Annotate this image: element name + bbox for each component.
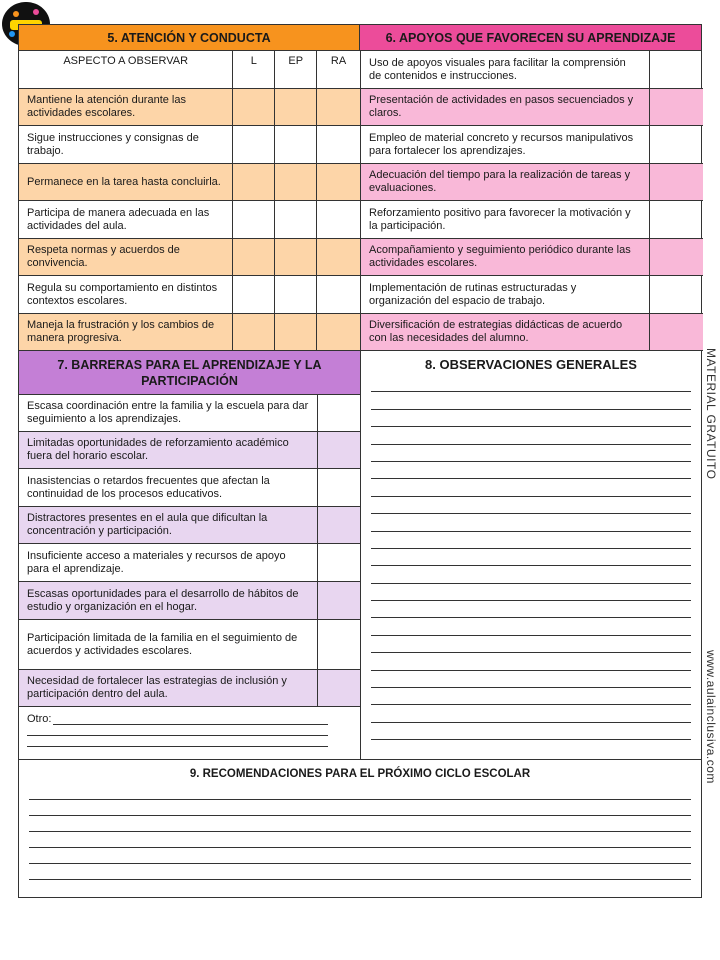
barrier-check[interactable] bbox=[318, 395, 360, 431]
check-ra[interactable] bbox=[317, 89, 360, 125]
check-ep[interactable] bbox=[275, 89, 317, 125]
check-ra[interactable] bbox=[317, 201, 360, 238]
section6-table bbox=[361, 51, 703, 351]
barrier-check[interactable] bbox=[318, 469, 360, 506]
behavior-item: Permanece en la tarea hasta concluirla. bbox=[19, 164, 233, 200]
support-check[interactable] bbox=[650, 314, 703, 350]
support-item: Reforzamiento positivo para favorecer la motivación y la participación. bbox=[361, 201, 650, 238]
check-l[interactable] bbox=[233, 276, 275, 313]
barrier-item: Limitadas oportunidades de reforzamiento académico fuera del horario escolar. bbox=[19, 432, 318, 468]
support-check[interactable] bbox=[650, 201, 703, 238]
section9-box bbox=[19, 759, 701, 897]
form-page bbox=[18, 24, 702, 898]
behavior-item: Participa de manera adecuada en las actividades del aula. bbox=[19, 201, 233, 238]
barrier-item: Participación limitada de la familia en el seguimiento de acuerdos y actividades escolares. bbox=[19, 620, 318, 669]
other-line[interactable] bbox=[53, 714, 328, 725]
barrier-check[interactable] bbox=[318, 670, 360, 706]
column-aspect-header: ASPECTO A OBSERVAR bbox=[19, 51, 233, 88]
section5-table bbox=[19, 51, 361, 351]
barrier-check[interactable] bbox=[318, 620, 360, 669]
support-item: Adecuación del tiempo para la realización de tareas y evaluaciones. bbox=[361, 164, 650, 200]
check-l[interactable] bbox=[233, 164, 275, 200]
section7-title: 7. BARRERAS PARA EL APRENDIZAJE Y LA PARTICIPACIÓN bbox=[19, 351, 360, 395]
support-check[interactable] bbox=[650, 89, 703, 125]
behavior-item: Maneja la frustración y los cambios de manera progresiva. bbox=[19, 314, 233, 350]
check-ep[interactable] bbox=[275, 276, 317, 313]
barrier-item: Escasas oportunidades para el desarrollo de hábitos de estudio y organización en el hogar. bbox=[19, 582, 318, 619]
support-check[interactable] bbox=[650, 276, 703, 313]
check-l[interactable] bbox=[233, 201, 275, 238]
side-label-free: MATERIAL GRATUITO bbox=[704, 348, 718, 480]
barrier-check[interactable] bbox=[318, 582, 360, 619]
barrier-item: Distractores presentes en el aula que dificultan la concentración y participación. bbox=[19, 507, 318, 543]
check-ra[interactable] bbox=[317, 164, 360, 200]
check-ep[interactable] bbox=[275, 314, 317, 350]
check-ep[interactable] bbox=[275, 126, 317, 163]
behavior-item: Regula su comportamiento en distintos contextos escolares. bbox=[19, 276, 233, 313]
behavior-item: Mantiene la atención durante las actividades escolares. bbox=[19, 89, 233, 125]
other-line[interactable] bbox=[27, 736, 328, 747]
barrier-check[interactable] bbox=[318, 507, 360, 543]
section6-title: 6. APOYOS QUE FAVORECEN SU APRENDIZAJE bbox=[360, 25, 701, 51]
column-ra-header: RA bbox=[330, 55, 347, 67]
check-ra[interactable] bbox=[317, 314, 360, 350]
support-item: Implementación de rutinas estructuradas y organización del espacio de trabajo. bbox=[361, 276, 650, 313]
check-ep[interactable] bbox=[275, 201, 317, 238]
check-ra[interactable] bbox=[317, 276, 360, 313]
support-check[interactable] bbox=[650, 126, 703, 163]
support-check[interactable] bbox=[650, 51, 703, 88]
section9-title: 9. RECOMENDACIONES PARA EL PRÓXIMO CICLO ESCOLAR bbox=[189, 768, 531, 780]
check-ra[interactable] bbox=[317, 239, 360, 275]
recommendations-lines[interactable] bbox=[19, 784, 701, 880]
barrier-item: Inasistencias o retardos frecuentes que afectan la continuidad de los procesos educativos. bbox=[19, 469, 318, 506]
observations-lines[interactable] bbox=[361, 375, 701, 740]
check-l[interactable] bbox=[233, 314, 275, 350]
column-l-header: L bbox=[233, 51, 275, 88]
support-item: Empleo de material concreto y recursos manipulativos para fortalecer los aprendizajes. bbox=[361, 126, 650, 163]
support-item: Uso de apoyos visuales para facilitar la comprensión de contenidos e instrucciones. bbox=[361, 51, 650, 88]
section8-title: 8. OBSERVACIONES GENERALES bbox=[425, 357, 637, 372]
support-check[interactable] bbox=[650, 164, 703, 200]
support-item: Acompañamiento y seguimiento periódico durante las actividades escolares. bbox=[361, 239, 650, 275]
support-check[interactable] bbox=[650, 239, 703, 275]
support-item: Diversificación de estrategias didácticas de acuerdo con las necesidades del alumno. bbox=[361, 314, 650, 350]
barrier-item: Escasa coordinación entre la familia y la escuela para dar seguimiento a los aprendizajes. bbox=[19, 395, 318, 431]
check-ep[interactable] bbox=[275, 164, 317, 200]
section7-table bbox=[19, 351, 361, 759]
side-label-website: www.aulainclusiva.com bbox=[704, 650, 718, 784]
other-barrier-field[interactable] bbox=[19, 707, 360, 759]
barrier-item: Insuficiente acceso a materiales y recursos de apoyo para el aprendizaje. bbox=[19, 544, 318, 581]
support-item: Presentación de actividades en pasos secuenciados y claros. bbox=[361, 89, 650, 125]
check-ep[interactable] bbox=[275, 239, 317, 275]
other-line[interactable] bbox=[27, 725, 328, 736]
behavior-item: Sigue instrucciones y consignas de trabajo. bbox=[19, 126, 233, 163]
column-ep-header: EP bbox=[275, 51, 317, 88]
other-label: Otro: bbox=[27, 713, 52, 725]
section8-box bbox=[361, 351, 701, 759]
behavior-item: Respeta normas y acuerdos de convivencia. bbox=[19, 239, 233, 275]
barrier-check[interactable] bbox=[318, 544, 360, 581]
check-l[interactable] bbox=[233, 239, 275, 275]
check-ra[interactable] bbox=[317, 126, 360, 163]
check-l[interactable] bbox=[233, 89, 275, 125]
section5-title: 5. ATENCIÓN Y CONDUCTA bbox=[19, 25, 360, 51]
barrier-item: Necesidad de fortalecer las estrategias de inclusión y participación dentro del aula. bbox=[19, 670, 318, 706]
barrier-check[interactable] bbox=[318, 432, 360, 468]
check-l[interactable] bbox=[233, 126, 275, 163]
